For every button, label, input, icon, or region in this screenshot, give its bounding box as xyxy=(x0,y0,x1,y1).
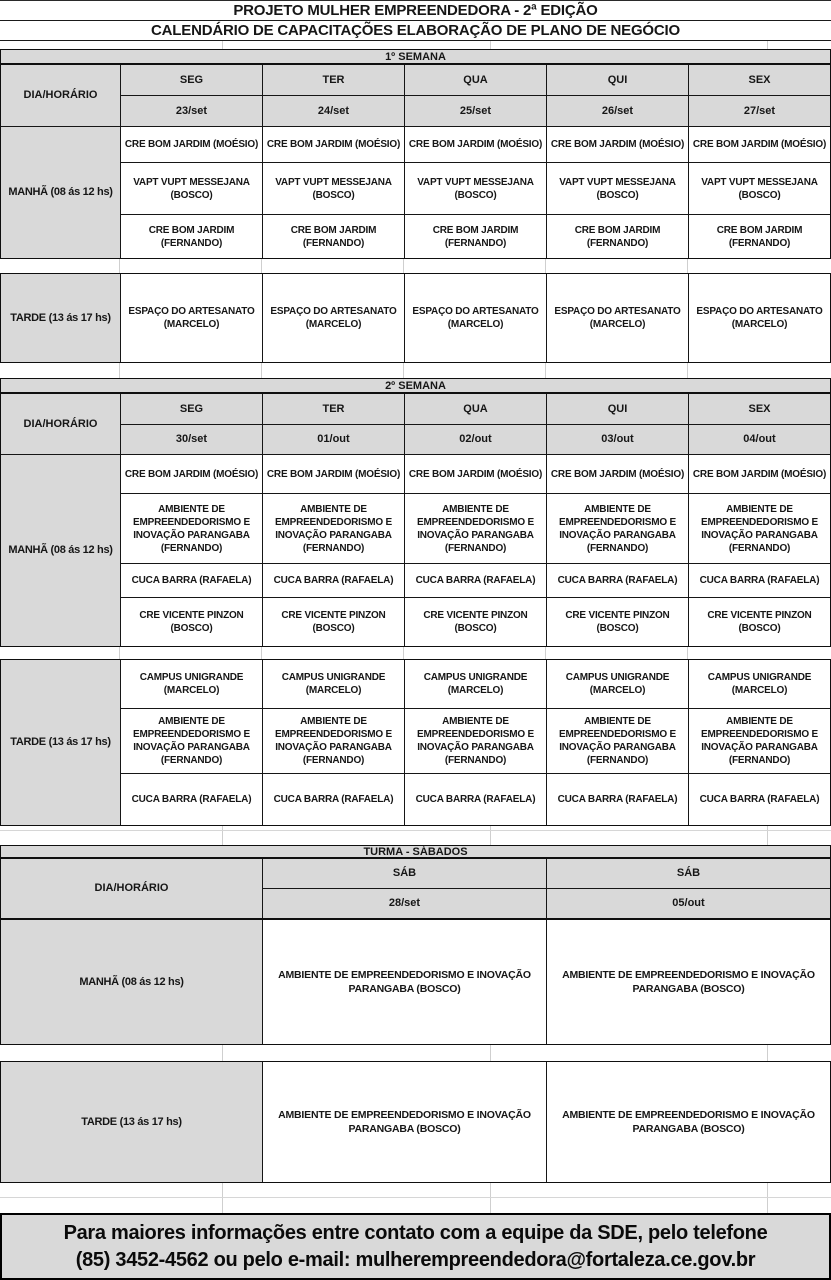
schedule-cell: AMBIENTE DE EMPREENDEDORISMO E INOVAÇÃO PARANGABA (BOSCO) xyxy=(547,920,830,1044)
schedule-cell: VAPT VUPT MESSEJANA (BOSCO) xyxy=(121,163,262,214)
schedule-cell: CRE BOM JARDIM (FERNANDO) xyxy=(547,215,688,258)
day-header-sex: SEX xyxy=(689,394,830,424)
day-header-sab: SÁB xyxy=(263,859,546,888)
day-header-ter: TER xyxy=(263,65,404,95)
schedule-cell: CRE BOM JARDIM (MOÉSIO) xyxy=(689,127,830,162)
manha-row-label: MANHÃ (08 ás 12 hs) xyxy=(1,127,120,258)
schedule-cell: CRE BOM JARDIM (MOÉSIO) xyxy=(405,455,546,493)
schedule-cell: CUCA BARRA (RAFAELA) xyxy=(263,774,404,825)
schedule-cell: CUCA BARRA (RAFAELA) xyxy=(547,564,688,597)
date-header: 25/set xyxy=(405,96,546,126)
schedule-cell: CRE VICENTE PINZON (BOSCO) xyxy=(121,598,262,646)
title-block xyxy=(0,0,831,41)
week2-section-header: 2º SEMANA xyxy=(0,378,831,393)
schedule-cell: CRE BOM JARDIM (MOÉSIO) xyxy=(121,127,262,162)
spacer-row xyxy=(0,1183,831,1213)
manha-row-label: MANHÃ (08 ás 12 hs) xyxy=(1,455,120,646)
date-header: 28/set xyxy=(263,889,546,918)
schedule-cell: AMBIENTE DE EMPREENDEDORISMO E INOVAÇÃO PARANGABA (FERNANDO) xyxy=(689,709,830,773)
day-header-ter: TER xyxy=(263,394,404,424)
schedule-cell: VAPT VUPT MESSEJANA (BOSCO) xyxy=(405,163,546,214)
schedule-cell: CUCA BARRA (RAFAELA) xyxy=(121,774,262,825)
schedule-cell: AMBIENTE DE EMPREENDEDORISMO E INOVAÇÃO PARANGABA (FERNANDO) xyxy=(547,494,688,563)
contact-footer-line2: (85) 3452-4562 ou pelo e-mail: mulherempreendedora@fortaleza.ce.gov.br xyxy=(75,1248,756,1271)
schedule-cell: AMBIENTE DE EMPREENDEDORISMO E INOVAÇÃO PARANGABA (FERNANDO) xyxy=(405,494,546,563)
tarde-row-label: TARDE (13 ás 17 hs) xyxy=(1,1062,262,1182)
schedule-cell: CRE VICENTE PINZON (BOSCO) xyxy=(689,598,830,646)
week2-tarde-table xyxy=(0,659,831,826)
day-header-sex: SEX xyxy=(689,65,830,95)
day-header-seg: SEG xyxy=(121,65,262,95)
schedule-cell: CRE BOM JARDIM (MOÉSIO) xyxy=(405,127,546,162)
schedule-cell: CRE BOM JARDIM (MOÉSIO) xyxy=(547,455,688,493)
date-header: 05/out xyxy=(547,889,830,918)
page-title: PROJETO MULHER EMPREENDEDORA - 2ª EDIÇÃO xyxy=(0,1,831,21)
schedule-cell: CAMPUS UNIGRANDE (MARCELO) xyxy=(121,660,262,708)
schedule-cell: CUCA BARRA (RAFAELA) xyxy=(405,774,546,825)
manha-row-label: MANHÃ (08 ás 12 hs) xyxy=(1,920,262,1044)
saturdays-header-table xyxy=(0,858,831,919)
schedule-cell: AMBIENTE DE EMPREENDEDORISMO E INOVAÇÃO PARANGABA (FERNANDO) xyxy=(405,709,546,773)
date-header: 23/set xyxy=(121,96,262,126)
schedule-cell: ESPAÇO DO ARTESANATO (MARCELO) xyxy=(405,274,546,362)
schedule-cell: AMBIENTE DE EMPREENDEDORISMO E INOVAÇÃO PARANGABA (FERNANDO) xyxy=(263,709,404,773)
schedule-cell: VAPT VUPT MESSEJANA (BOSCO) xyxy=(689,163,830,214)
date-header: 04/out xyxy=(689,425,830,454)
week1-table xyxy=(0,64,831,259)
week1-tarde-table xyxy=(0,273,831,363)
schedule-cell: CRE BOM JARDIM (MOÉSIO) xyxy=(547,127,688,162)
schedule-cell: CUCA BARRA (RAFAELA) xyxy=(689,564,830,597)
spacer-row xyxy=(0,41,831,49)
schedule-cell: CRE VICENTE PINZON (BOSCO) xyxy=(263,598,404,646)
schedule-cell: CUCA BARRA (RAFAELA) xyxy=(263,564,404,597)
tarde-row-label: TARDE (13 ás 17 hs) xyxy=(1,660,120,825)
day-header-qui: QUI xyxy=(547,65,688,95)
schedule-cell: CUCA BARRA (RAFAELA) xyxy=(121,564,262,597)
spacer-row xyxy=(0,647,831,659)
schedule-cell: CUCA BARRA (RAFAELA) xyxy=(547,774,688,825)
schedule-cell: VAPT VUPT MESSEJANA (BOSCO) xyxy=(547,163,688,214)
schedule-cell: CRE BOM JARDIM (FERNANDO) xyxy=(405,215,546,258)
day-header-qui: QUI xyxy=(547,394,688,424)
schedule-cell: AMBIENTE DE EMPREENDEDORISMO E INOVAÇÃO PARANGABA (FERNANDO) xyxy=(121,709,262,773)
saturdays-section-header: TURMA - SÁBADOS xyxy=(0,845,831,858)
date-header: 27/set xyxy=(689,96,830,126)
schedule-cell: AMBIENTE DE EMPREENDEDORISMO E INOVAÇÃO PARANGABA (BOSCO) xyxy=(263,1062,546,1182)
schedule-cell: CRE BOM JARDIM (MOÉSIO) xyxy=(689,455,830,493)
day-header-seg: SEG xyxy=(121,394,262,424)
day-header-qua: QUA xyxy=(405,65,546,95)
week1-section-header: 1º SEMANA xyxy=(0,49,831,64)
schedule-cell: CRE BOM JARDIM (MOÉSIO) xyxy=(121,455,262,493)
schedule-cell: CAMPUS UNIGRANDE (MARCELO) xyxy=(263,660,404,708)
schedule-cell: CAMPUS UNIGRANDE (MARCELO) xyxy=(689,660,830,708)
schedule-cell: ESPAÇO DO ARTESANATO (MARCELO) xyxy=(263,274,404,362)
day-header-sab: SÁB xyxy=(547,859,830,888)
schedule-cell: CUCA BARRA (RAFAELA) xyxy=(689,774,830,825)
date-header: 02/out xyxy=(405,425,546,454)
week2-table xyxy=(0,393,831,647)
tarde-row-label: TARDE (13 ás 17 hs) xyxy=(1,274,120,362)
schedule-cell: AMBIENTE DE EMPREENDEDORISMO E INOVAÇÃO PARANGABA (FERNANDO) xyxy=(263,494,404,563)
contact-footer-line1: Para maiores informações entre contato com a equipe da SDE, pelo telefone xyxy=(63,1221,768,1244)
schedule-cell: AMBIENTE DE EMPREENDEDORISMO E INOVAÇÃO PARANGABA (FERNANDO) xyxy=(547,709,688,773)
schedule-cell: VAPT VUPT MESSEJANA (BOSCO) xyxy=(263,163,404,214)
schedule-cell: ESPAÇO DO ARTESANATO (MARCELO) xyxy=(121,274,262,362)
contact-footer xyxy=(0,1213,831,1280)
schedule-cell: AMBIENTE DE EMPREENDEDORISMO E INOVAÇÃO PARANGABA (FERNANDO) xyxy=(121,494,262,563)
schedule-cell: CRE VICENTE PINZON (BOSCO) xyxy=(405,598,546,646)
spacer-row xyxy=(0,826,831,845)
schedule-cell: CUCA BARRA (RAFAELA) xyxy=(405,564,546,597)
spacer-row xyxy=(0,363,831,378)
schedule-cell: ESPAÇO DO ARTESANATO (MARCELO) xyxy=(547,274,688,362)
schedule-cell: CAMPUS UNIGRANDE (MARCELO) xyxy=(547,660,688,708)
dia-horario-header: DIA/HORÁRIO xyxy=(1,394,120,454)
saturdays-manha-table xyxy=(0,919,831,1045)
schedule-cell: AMBIENTE DE EMPREENDEDORISMO E INOVAÇÃO PARANGABA (BOSCO) xyxy=(263,920,546,1044)
schedule-cell: CRE BOM JARDIM (MOÉSIO) xyxy=(263,127,404,162)
schedule-cell: CRE BOM JARDIM (FERNANDO) xyxy=(121,215,262,258)
date-header: 30/set xyxy=(121,425,262,454)
saturdays-tarde-table xyxy=(0,1061,831,1183)
date-header: 26/set xyxy=(547,96,688,126)
spacer-row xyxy=(0,1045,831,1061)
schedule-cell: CAMPUS UNIGRANDE (MARCELO) xyxy=(405,660,546,708)
date-header: 24/set xyxy=(263,96,404,126)
schedule-cell: CRE BOM JARDIM (MOÉSIO) xyxy=(263,455,404,493)
schedule-cell: CRE BOM JARDIM (FERNANDO) xyxy=(263,215,404,258)
date-header: 01/out xyxy=(263,425,404,454)
schedule-cell: CRE BOM JARDIM (FERNANDO) xyxy=(689,215,830,258)
schedule-cell: AMBIENTE DE EMPREENDEDORISMO E INOVAÇÃO PARANGABA (BOSCO) xyxy=(547,1062,830,1182)
spacer-row xyxy=(0,259,831,273)
schedule-cell: ESPAÇO DO ARTESANATO (MARCELO) xyxy=(689,274,830,362)
date-header: 03/out xyxy=(547,425,688,454)
schedule-cell: CRE VICENTE PINZON (BOSCO) xyxy=(547,598,688,646)
page-subtitle: CALENDÁRIO DE CAPACITAÇÕES ELABORAÇÃO DE PLANO DE NEGÓCIO xyxy=(0,21,831,41)
dia-horario-header: DIA/HORÁRIO xyxy=(1,859,262,918)
schedule-cell: AMBIENTE DE EMPREENDEDORISMO E INOVAÇÃO PARANGABA (FERNANDO) xyxy=(689,494,830,563)
dia-horario-header: DIA/HORÁRIO xyxy=(1,65,120,126)
day-header-qua: QUA xyxy=(405,394,546,424)
